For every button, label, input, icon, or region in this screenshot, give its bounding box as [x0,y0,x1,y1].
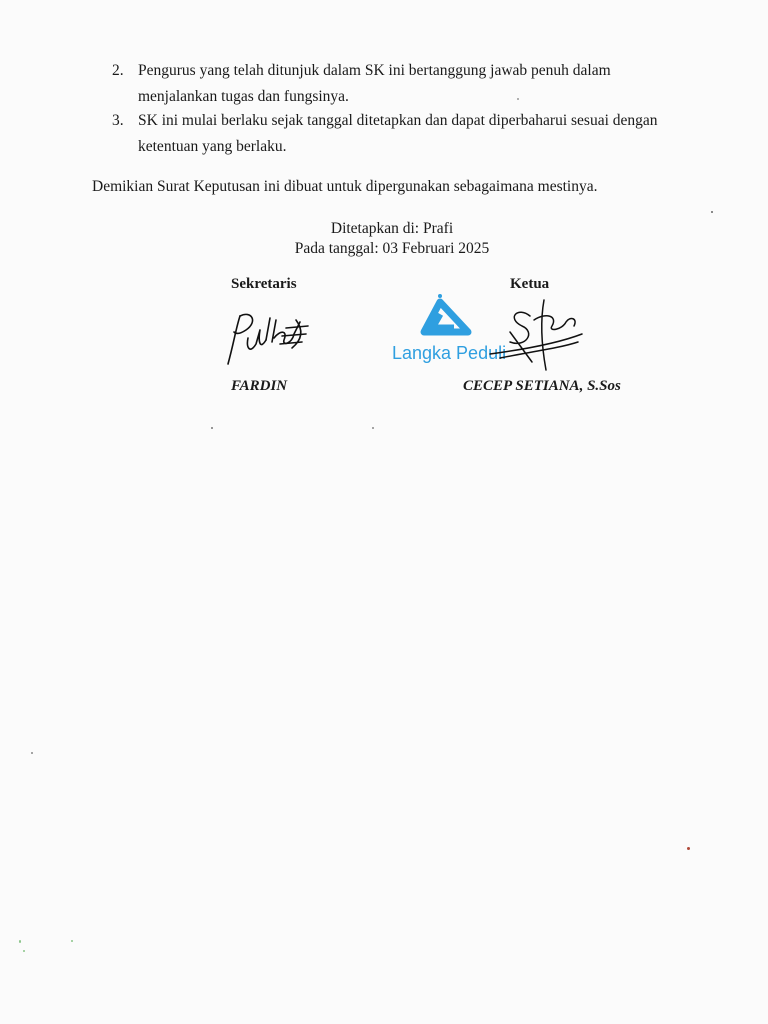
right-signature-icon [470,292,590,374]
scan-speck [211,427,213,429]
list-text-line: Pengurus yang telah ditunjuk dalam SK ini bertanggung jawab penuh dalam [138,62,611,79]
scan-speck [71,940,73,942]
right-signatory-name: CECEP SETIANA, S.Sos [463,378,621,394]
closing-statement: Demikian Surat Keputusan ini dibuat untuk dipergunakan sebagaimana mestinya. [92,178,598,195]
list-text [138,108,678,160]
list-number: 2. [112,62,124,79]
list-text [138,58,678,110]
scan-speck [687,847,690,850]
scan-speck [19,940,21,943]
list-text-line: menjalankan tugas dan fungsinya. [138,88,349,105]
list-text-line: SK ini mulai berlaku sejak tanggal ditetapkan dan dapat diperbaharui sesuai dengan [138,112,658,129]
scan-speck [517,98,519,100]
left-signatory-role: Sekretaris [231,276,297,292]
scan-speck [372,427,374,429]
date-line: Pada tanggal: 03 Februari 2025 [294,240,490,257]
right-signatory-role: Ketua [510,276,550,292]
scan-speck [31,752,33,754]
place-line: Ditetapkan di: Prafi [330,220,454,237]
left-signature-icon [222,308,314,370]
list-number: 3. [112,112,124,129]
logo-text: Langka Peduli [392,343,507,363]
scan-speck [711,211,713,213]
list-text-line: ketentuan yang berlaku. [138,138,287,155]
scan-speck [23,950,25,952]
left-signatory-name: FARDIN [231,378,288,394]
